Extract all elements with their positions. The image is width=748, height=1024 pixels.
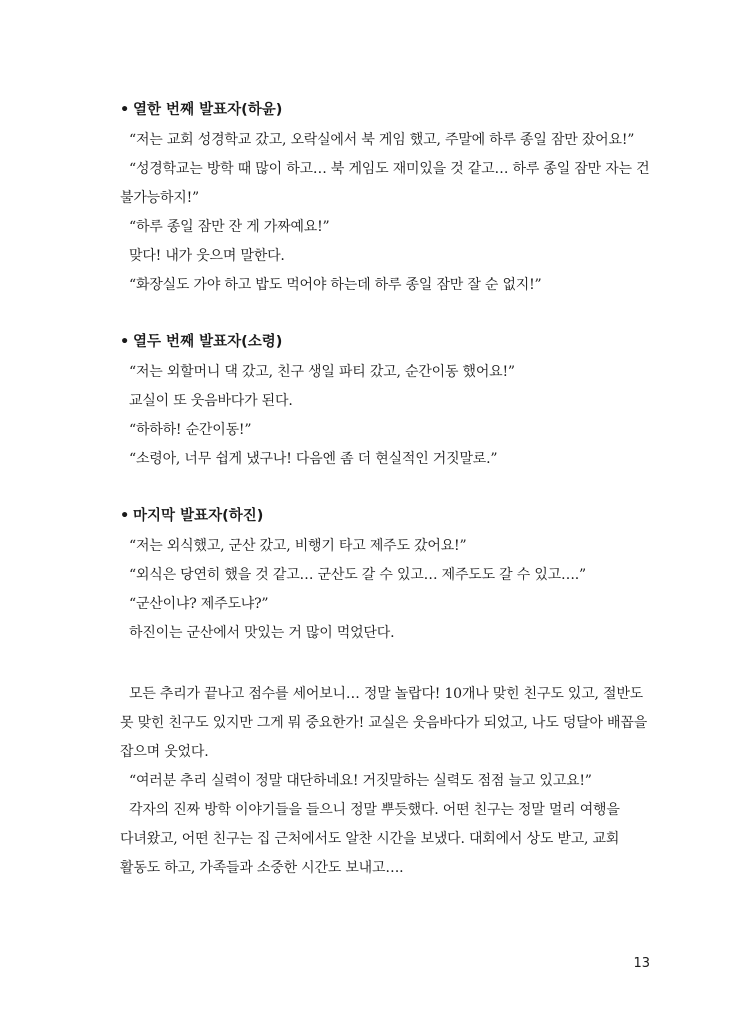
page-number: 13: [633, 956, 650, 971]
presenter-section: [120, 332, 652, 474]
bullet-icon: •: [120, 334, 130, 350]
section-heading-text: 열한 번째 발표자(하윤): [133, 102, 283, 118]
paragraph: “하루 종일 잠만 잔 게 가짜예요!”: [129, 219, 330, 235]
section-heading: [120, 332, 652, 352]
paragraph: “저는 외식했고, 군산 갔고, 비행기 타고 제주도 갔어요!”: [129, 538, 467, 554]
paragraph: “저는 외할머니 댁 갔고, 친구 생일 파티 갔고, 순간이동 했어요!”: [129, 364, 515, 380]
paragraph: “소령아, 너무 쉽게 냈구나! 다음엔 좀 더 현실적인 거짓말로.”: [129, 451, 498, 467]
section-heading: [120, 506, 652, 526]
paragraph: “여러분 추리 실력이 정말 대단하네요! 거짓말하는 실력도 점점 늘고 있고요!”: [129, 773, 592, 789]
paragraph: “저는 교회 성경학교 갔고, 오락실에서 북 게임 했고, 주말에 하루 종일 잠만 잤어요!”: [129, 132, 635, 148]
bullet-icon: •: [120, 508, 130, 524]
paragraph: “화장실도 가야 하고 밥도 먹어야 하는데 하루 종일 잠만 잘 순 없지!”: [129, 277, 542, 293]
paragraph: 하진이는 군산에서 맛있는 거 많이 먹었단다.: [129, 625, 395, 641]
section-heading: [120, 100, 652, 120]
paragraph: “하하하! 순간이동!”: [129, 422, 252, 438]
paragraph: “군산이냐? 제주도냐?”: [129, 596, 269, 612]
page-content: [120, 100, 652, 915]
presenter-section: [120, 506, 652, 648]
section-heading-text: 열두 번째 발표자(소령): [133, 334, 283, 350]
paragraph: “성경학교는 방학 때 많이 하고… 북 게임도 재미있을 것 같고… 하루 종일 잠만 자는 건 불가능하지!”: [120, 161, 650, 206]
paragraph: 교실이 또 웃음바다가 된다.: [129, 393, 293, 409]
presenter-section: [120, 100, 652, 300]
paragraph: 맞다! 내가 웃으며 말한다.: [129, 248, 285, 264]
closing-section: [120, 680, 652, 883]
paragraph: 모든 추리가 끝나고 점수를 세어보니… 정말 놀랍다! 10개나 맞힌 친구도 있고, 절반도 못 맞힌 친구도 있지만 그게 뭐 중요한가! 교실은 웃음바다가 되었고, 나도 덩달아 배꼽을 잡으며 웃었다.: [120, 686, 648, 760]
paragraph: 각자의 진짜 방학 이야기들을 들으니 정말 뿌듯했다. 어떤 친구는 정말 멀리 여행을 다녀왔고, 어떤 친구는 집 근처에서도 알찬 시간을 보냈다. 대회에서 상도 받고, 교회 활동도 하고, 가족들과 소중한 시간도 보내고….: [120, 802, 620, 876]
paragraph: “외식은 당연히 했을 것 같고… 군산도 갈 수 있고… 제주도도 갈 수 있고….”: [129, 567, 586, 583]
section-heading-text: 마지막 발표자(하진): [133, 508, 264, 524]
bullet-icon: •: [120, 102, 130, 118]
